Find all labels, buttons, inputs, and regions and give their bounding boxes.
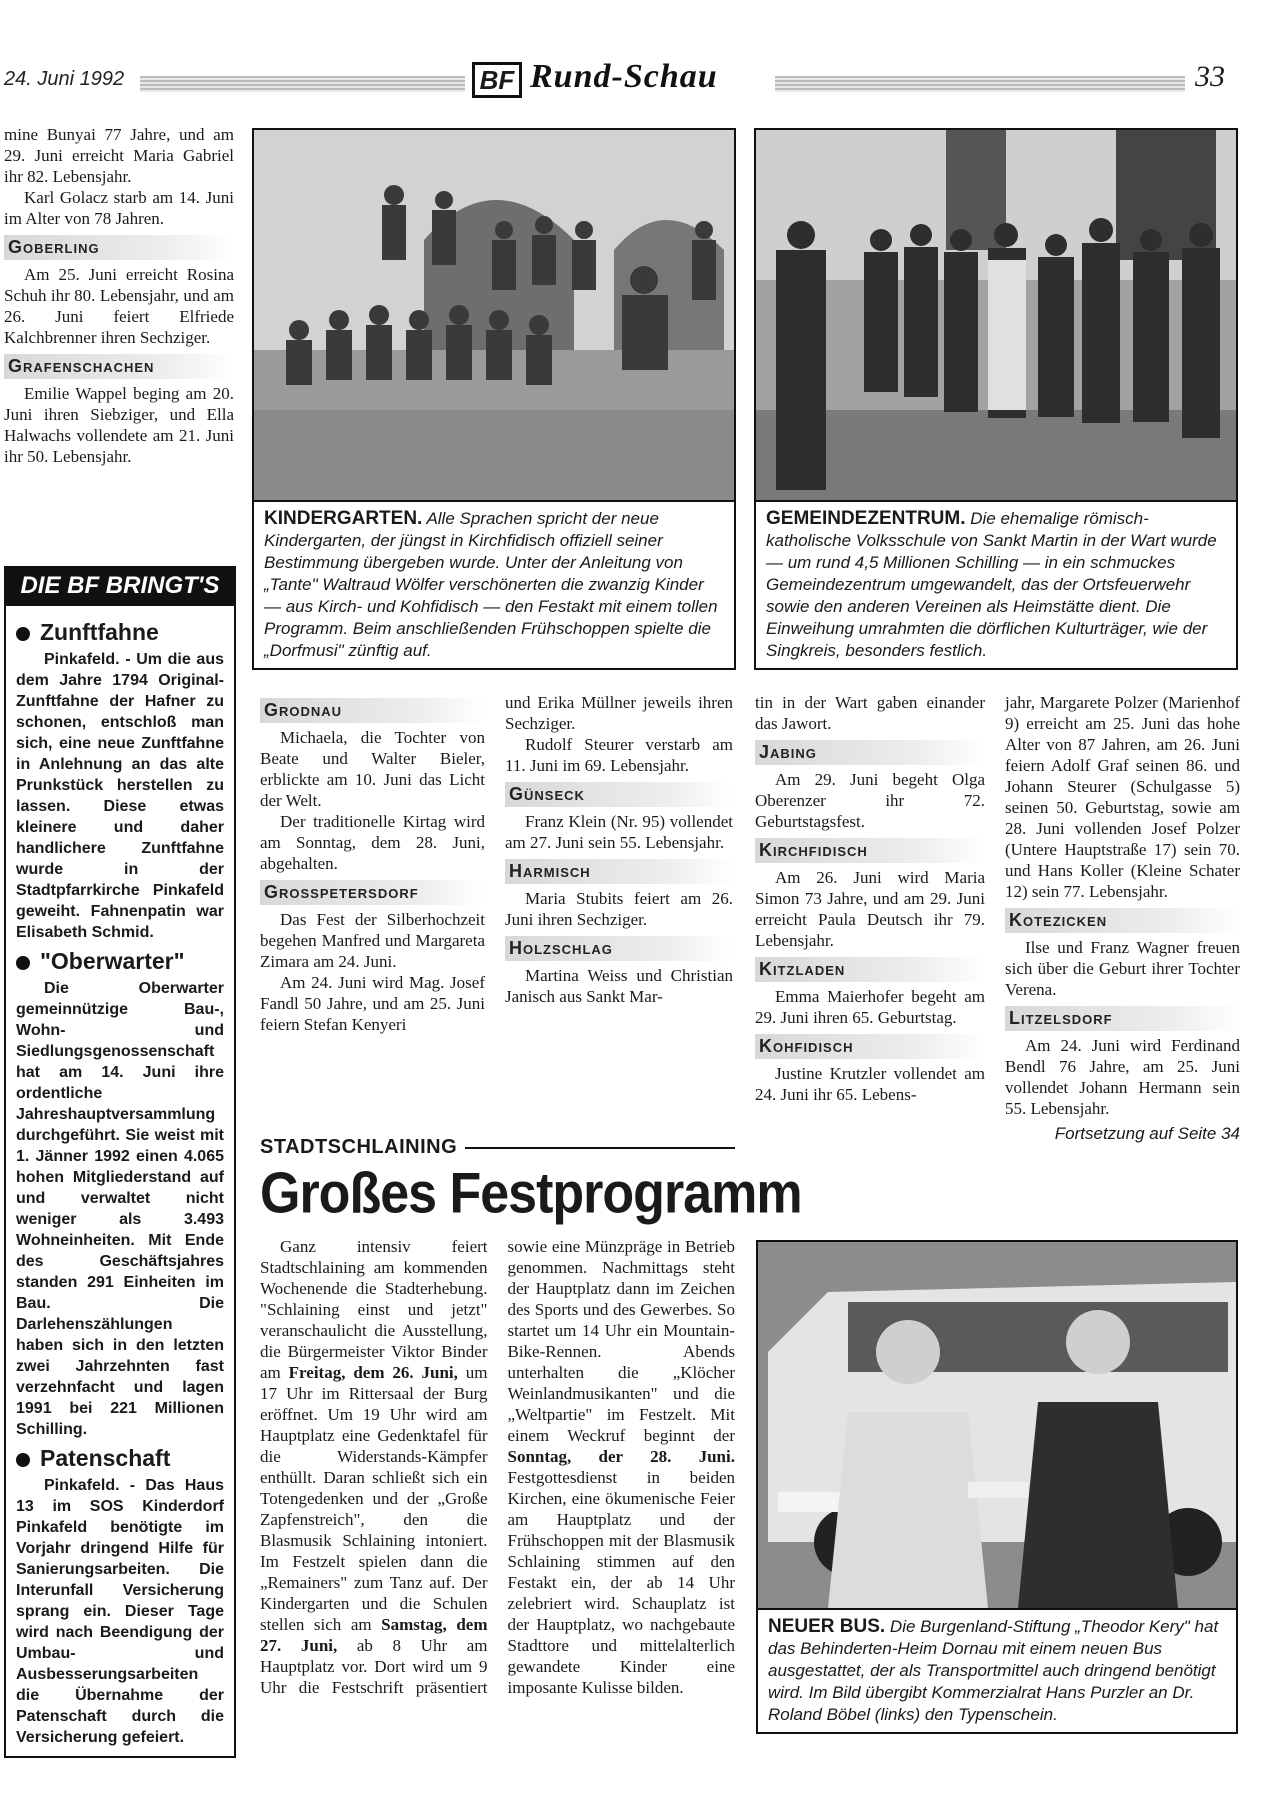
grodnau-text-2: Der traditionelle Kirtag wird am Sonntag, dem 28. Juni, abgehalten.: [260, 812, 485, 873]
publication-name: Rund-Schau: [530, 58, 718, 95]
grosspetersdorf-text-1: Das Fest der Silberhochzeit begehen Manfred und Margareta Zimara am 24. Juni.: [260, 910, 485, 971]
caption-kindergarten: KINDERGARTEN. Alle Sprachen spricht der neue Kindergarten, der jüngst in Kirchfidisch offiziell seiner Bestimmung übergeben wurde. Unter der Anleitung von „Tante" Waltraud Wölfer verschönerten die zwanzig Kinder — aus Kirch- und Kohfidisch — den Festakt mit einem tollen Programm. Beim anschließenden Frühschoppen spielte die „Dorfmusi" zünftig auf.: [252, 502, 736, 670]
col4-text-0: tin in der Wart gaben einander das Jawort.: [755, 693, 985, 733]
article-kicker: STADTSCHLAINING: [260, 1136, 458, 1158]
kicker-rule: [465, 1147, 735, 1149]
photo-gemeindezentrum: [754, 128, 1238, 502]
photo-neuer-bus-block: [756, 1240, 1238, 1734]
bullet-icon: [16, 627, 30, 641]
town-heading-harmisch: Harmisch: [505, 859, 733, 884]
grafenschachen-text: Emilie Wappel beging am 20. Juni ihren Siebziger, und Ella Halwachs vollendete am 21. Juni ihr 50. Lebensjahr.: [4, 384, 234, 466]
sidebar-text-zunftfahne: Pinkafeld. - Um die aus dem Jahre 1794 Original-Zunftfahne der Hafner zu schonen, entschloß man sich, eine neue Zunftfahne in Anlehnung an das alte Prunkstück herstellen zu lassen. Diese etwas kleinere und daher handlichere Zunftfahne wurde in der Stadtpfarrkirche Pinkafeld geweiht. Fahnenpatin war Elisabeth Schmid.: [16, 651, 224, 941]
sidebar-title: DIE BF BRINGT'S: [4, 566, 236, 606]
grodnau-text-1: Michaela, die Tochter von Beate und Walter Bieler, erblickte am 10. Juni das Licht der Welt.: [260, 728, 485, 810]
town-heading-grafenschachen: Grafenschachen: [4, 354, 234, 379]
caption-gemeindezentrum: GEMEINDEZENTRUM. Die ehemalige römisch-katholische Volksschule von Sankt Martin in der Wart wurde — um rund 4,5 Millionen Schilling — in ein schmuckes Gemeindezentrum umgewandelt, das der Ortsfeuerwehr sowie den anderen Vereinen als Heimstätte dient. Die Einweihung umrahmten die dörflichen Kulturträger, wie der Singkreis, besonders festlich.: [754, 502, 1238, 670]
goberling-text: Am 25. Juni erreicht Rosina Schuh ihr 80. Lebensjahr, und am 26. Juni feiert Elfriede Kalchbrenner ihren Sechziger.: [4, 265, 234, 347]
caption-label: GEMEINDEZENTRUM.: [766, 508, 966, 529]
photo-kindergarten-block: [252, 128, 736, 670]
header-rule-left: [140, 76, 465, 92]
bf-logo: BF: [472, 62, 522, 98]
intro-paragraph-2: Karl Golacz starb am 14. Juni im Alter von 78 Jahren.: [4, 188, 234, 228]
column-4: [755, 692, 985, 1105]
kindergarten-photo-image: [254, 130, 734, 500]
article-body: [260, 1236, 735, 1698]
bullet-icon: [16, 956, 30, 970]
photo-kindergarten: [252, 128, 736, 502]
guenseck-text: Franz Klein (Nr. 95) vollendet am 27. Juni sein 55. Lebensjahr.: [505, 812, 733, 852]
col3-text-0: und Erika Müllner jeweils ihren Sechziger.: [505, 693, 733, 733]
page-number: 33: [1195, 60, 1225, 93]
column-5: [1005, 692, 1240, 1144]
article-headline: Großes Festprogramm: [260, 1162, 802, 1226]
issue-date: 24. Juni 1992: [4, 68, 125, 90]
town-heading-grodnau: Grodnau: [260, 698, 485, 723]
article-text: Ganz intensiv feiert Stadtschlaining am kommenden Wochenende die Stadterhebung. "Schlaining einst und jetzt" veranschaulicht die Ausstellung, die Bürgermeister Viktor Binder am Freitag, dem 26. Juni, um 17 Uhr im Rittersaal der Burg eröffnet. Um 19 Uhr wird am Hauptplatz eine Gedenktafel für die Widerstands-Kämpfer enthüllt. Daran schließt sich ein Totengedenken und der „Große Zapfenstreich", den die Blasmusik Schlaining intoniert. Im Festzelt spielen dann die „Remainers" zum Tanz auf. Der Kindergarten und die Schulen stellen sich am Samstag, dem 27. Juni, ab 8 Uhr am Hauptplatz vor. Dort wird um 9 Uhr die Festschrift präsentiert sowie eine Münzpräge in Betrieb genommen. Nachmittags steht der Hauptplatz dann im Zeichen des Sports und des Gewerbes. So startet um 14 Uhr ein Mountain-Bike-Rennen. Abends unterhalten die „Klöcher Weinlandmusikanten" und die „Weltpartie" im Festzelt. Mit einem Weckruf beginnt der Sonntag, der 28. Juni. Festgottesdienst in beiden Kirchen, eine ökumenische Feier am Hauptplatz und der Frühschoppen mit der Blasmusik Schlaining stimmen auf den Festakt ein, der ab 14 Uhr zelebriert wird. Schauplatz ist der Hauptplatz, wo nachgebaute Stadttore und mittelalterlich gewandete Kinder eine imposante Kulisse bilden.: [260, 1237, 735, 1697]
sidebar-bf-bringts: [4, 566, 236, 1758]
litzelsdorf-text: Am 24. Juni wird Ferdinand Bendl 76 Jahre, am 25. Juni vollendet Johann Hermann sein 55. Lebensjahr.: [1005, 1036, 1240, 1118]
photo-gemeindezentrum-block: [754, 128, 1238, 670]
column-1: [4, 124, 234, 467]
kitzladen-text: Emma Maierhofer begeht am 29. Juni ihren 65. Geburtstag.: [755, 987, 985, 1027]
holzschlag-text: Martina Weiss und Christian Janisch aus Sankt Mar-: [505, 966, 733, 1006]
town-heading-grosspetersdorf: Grosspetersdorf: [260, 880, 485, 905]
photo-neuer-bus: [756, 1240, 1238, 1610]
sidebar-box: [4, 606, 236, 1758]
caption-neuer-bus: NEUER BUS. Die Burgenland-Stiftung „Theodor Kery" hat das Behinderten-Heim Dornau mit einem neuen Bus ausgestattet, der als Transportmittel auch dringend benötigt wird. Im Bild übergibt Kommerzialrat Hans Purzler an Dr. Roland Böbel (links) den Typenschein.: [756, 1610, 1238, 1734]
column-2: [260, 692, 485, 1035]
town-heading-litzelsdorf: Litzelsdorf: [1005, 1006, 1240, 1031]
kohfidisch-text: Justine Krutzler vollendet am 24. Juni ihr 65. Lebens-: [755, 1064, 985, 1104]
town-heading-kohfidisch: Kohfidisch: [755, 1034, 985, 1059]
town-heading-goberling: Goberling: [4, 235, 234, 260]
bullet-icon: [16, 1453, 30, 1467]
sidebar-heading-oberwarter: "Oberwarter": [16, 951, 224, 972]
town-heading-holzschlag: Holzschlag: [505, 936, 733, 961]
town-heading-kotezicken: Kotezicken: [1005, 908, 1240, 933]
town-heading-guenseck: Günseck: [505, 782, 733, 807]
header-rule-right: [775, 76, 1185, 92]
continuation-note: Fortsetzung auf Seite 34: [1054, 1124, 1240, 1143]
bus-photo-image: [758, 1242, 1236, 1608]
col5-text-0: jahr, Margarete Polzer (Marienhof 9) erreicht am 25. Juni das hohe Alter von 87 Jahren, am 26. Juni feiern Adolf Graf seinen 86. und Johann Steurer (Schulgasse 5) seinen 50. Geburtstag, sowie am 28. Juni vollenden Josef Polzer (Untere Hauptstraße 17) sein 70. und Hans Koller (Kleine Schater 12) sein 77. Lebensjahr.: [1005, 693, 1240, 901]
intro-paragraph-1: mine Bunyai 77 Jahre, und am 29. Juni erreicht Maria Gabriel ihr 82. Lebensjahr.: [4, 125, 234, 186]
town-heading-jabing: Jabing: [755, 740, 985, 765]
sidebar-text-patenschaft: Pinkafeld. - Das Haus 13 im SOS Kinderdorf Pinkafeld benötigte im Vorjahr dringend Hilfe für Sanierungsarbeiten. Die Interunfall Versicherung sprang ein. Dieser Tage wird nach Beendigung der Umbau- und Ausbesserungsarbeiten die Übernahme der Patenschaft durch die Versicherung gefeiert.: [16, 1477, 224, 1746]
column-3: [505, 692, 733, 1007]
col3-text-1: Rudolf Steurer verstarb am 11. Juni im 69. Lebensjahr.: [505, 735, 733, 775]
kirchfidisch-text: Am 26. Juni wird Maria Simon 73 Jahre, und am 29. Juni erreicht Paula Deutsch ihr 79. Lebensjahr.: [755, 868, 985, 950]
sidebar-text-oberwarter: Die Oberwarter gemeinnützige Bau-, Wohn- und Siedlungsgenossenschaft hat am 14. Juni ihre ordentliche Jahreshauptversammlung durchgeführt. Sie weist mit 1. Jänner 1992 einen 4.065 hohen Mitgliederstand auf und verwaltet nicht weniger als 3.493 Wohneinheiten. Mit Ende des Geschäftsjahres standen 291 Einheiten im Bau. Die Darlehenszählungen haben sich in den letzten zwei Jahrzehnten fast verzehnfacht und lagen 1991 bei 221 Millionen Schilling.: [16, 980, 224, 1438]
jabing-text: Am 29. Juni begeht Olga Oberenzer ihr 72. Geburtstagsfest.: [755, 770, 985, 831]
harmisch-text: Maria Stubits feiert am 26. Juni ihren Sechziger.: [505, 889, 733, 929]
town-heading-kirchfidisch: Kirchfidisch: [755, 838, 985, 863]
article-kicker-row: [260, 1136, 735, 1159]
gemeindezentrum-photo-image: [756, 130, 1236, 500]
caption-label: KINDERGARTEN.: [264, 508, 423, 529]
article-stadtschlaining: [260, 1136, 802, 1226]
kotezicken-text: Ilse und Franz Wagner freuen sich über die Geburt ihrer Tochter Verena.: [1005, 938, 1240, 999]
sidebar-heading-zunftfahne: Zunftfahne: [16, 622, 224, 643]
sidebar-heading-patenschaft: Patenschaft: [16, 1448, 224, 1469]
town-heading-kitzladen: Kitzladen: [755, 957, 985, 982]
caption-label: NEUER BUS.: [768, 1616, 886, 1637]
grosspetersdorf-text-2: Am 24. Juni wird Mag. Josef Fandl 50 Jahre, und am 25. Juni feiern Stefan Kenyeri: [260, 973, 485, 1034]
